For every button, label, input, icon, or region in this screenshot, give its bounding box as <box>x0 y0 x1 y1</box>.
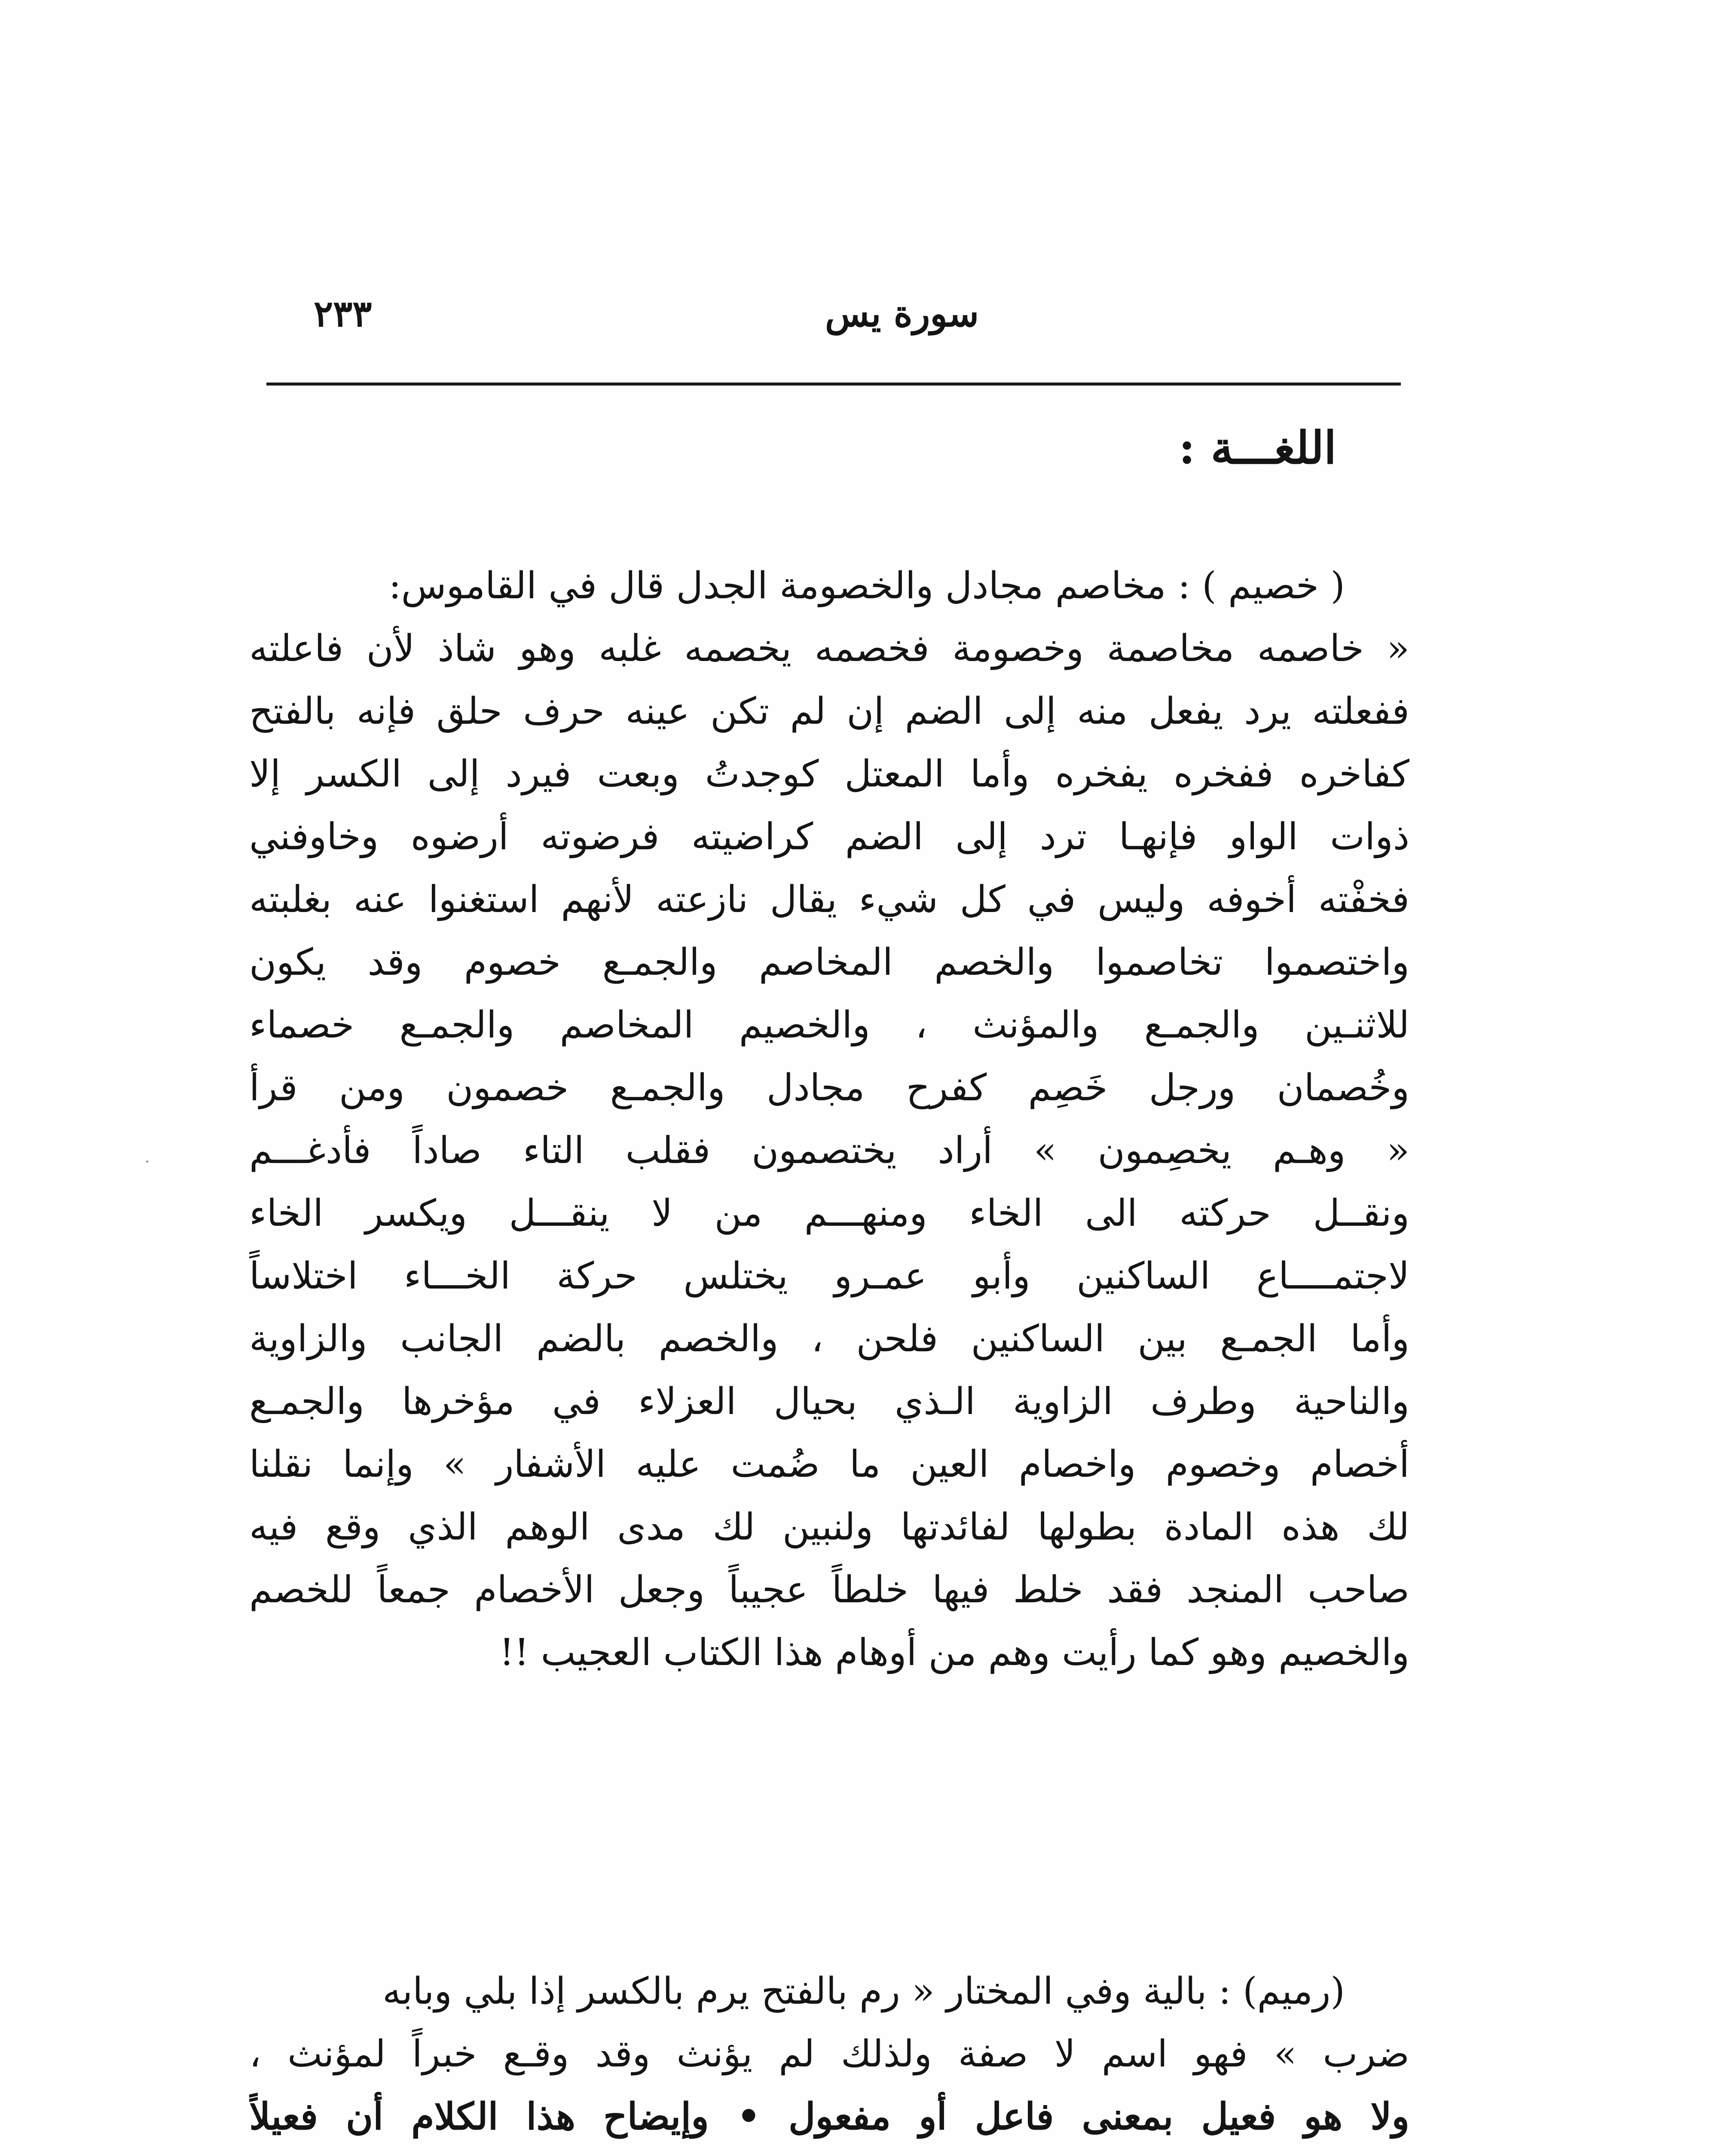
paragraph-ramim <box>249 1960 1409 2148</box>
text-line: واختصموا تخاصموا والخصم المخاصم والجمـع خصوم وقد يكون <box>249 941 1409 984</box>
text-line: ضرب » فهو اسم لا صفة ولذلك لم يؤنث وقد وقـع خبراً لمؤنث ، <box>249 2033 1409 2076</box>
text-line: لاجتمــــاع الساكنين وأبو عمـرو يختلس حركة الخـــاء اختلاساً <box>249 1255 1409 1298</box>
text-line: فخفْته أخوفه وليس في كل شيء يقال نازعته لأنهم استغنوا عنه بغلبته <box>249 878 1409 921</box>
running-header <box>266 275 1401 361</box>
text-line: أخصام وخصوم واخصام العين ما ضُمت عليه الأشفار » وإنما نقلنا <box>249 1443 1409 1486</box>
text-line: « وهـم يخصِمون » أراد يختصمون فقلب التاء صاداً فأدغـــم <box>249 1129 1409 1172</box>
text-line: لك هذه المادة بطولها لفائدتها ولنبين لك مدى الوهم الذي وقع فيه <box>249 1506 1409 1549</box>
text-line: ذوات الواو فإنهـا ترد إلى الضم كراضيته فرضوته أرضوه وخاوفني <box>249 815 1409 858</box>
text-line: (رميم) : بالية وفي المختار « رم بالفتح يرم بالكسر إذا بلي وبابه <box>382 1970 1345 2013</box>
text-line: كفاخره ففخره يفخره وأما المعتل كوجدتُ وبعت فيرد إلى الكسر إلا <box>249 753 1409 796</box>
text-line: وأما الجمـع بين الساكنين فلحن ، والخصم بالضم الجانب والزاوية <box>249 1317 1409 1360</box>
text-line: والخصيم وهو كما رأيت وهم من أوهام هذا الكتاب العجيب !! <box>499 1631 1409 1674</box>
paper-speck <box>146 1160 148 1163</box>
chapter-title: سورة يس <box>825 292 979 335</box>
text-line: ففعلته يرد يفعل منه إلى الضم إن لم تكن عينه حرف حلق فإنه بالفتح <box>249 690 1409 733</box>
text-line: وخُصمان ورجل خَصِم كفرح مجادل والجمـع خصمون ومن قرأ <box>249 1066 1409 1109</box>
section-heading: اللغـــة : <box>1179 421 1336 474</box>
text-line: ( خصيم ) : مخاصم مجادل والخصومة الجدل قال في القاموس: <box>388 564 1345 607</box>
paragraph-khasim <box>249 554 1409 1684</box>
header-rule <box>266 383 1401 386</box>
text-line: ونقــل حركته الى الخاء ومنهـــم من لا ينقـــل ويكسر الخاء <box>249 1192 1409 1235</box>
text-line: للاثنـين والجمـع والمؤنث ، والخصيم المخاصم والجمـع خصماء <box>249 1004 1409 1047</box>
text-line: « خاصمه مخاصمة وخصومة فخصمه يخصمه غلبه وهو شاذ لأن فاعلته <box>249 627 1409 670</box>
text-line: ولا هو فعيل بمعنى فاعل أو مفعول • وإيضاح هذا الكلام أن فعيلاً <box>249 2095 1409 2138</box>
page-number: ٢٣٣ <box>314 292 372 335</box>
text-line: والناحية وطرف الزاوية الـذي بحيال العزلاء في مؤخرها والجمـع <box>249 1380 1409 1423</box>
text-line: صاحب المنجد فقد خلط فيها خلطاً عجيباً وجعل الأخصام جمعاً للخصم <box>249 1568 1409 1611</box>
